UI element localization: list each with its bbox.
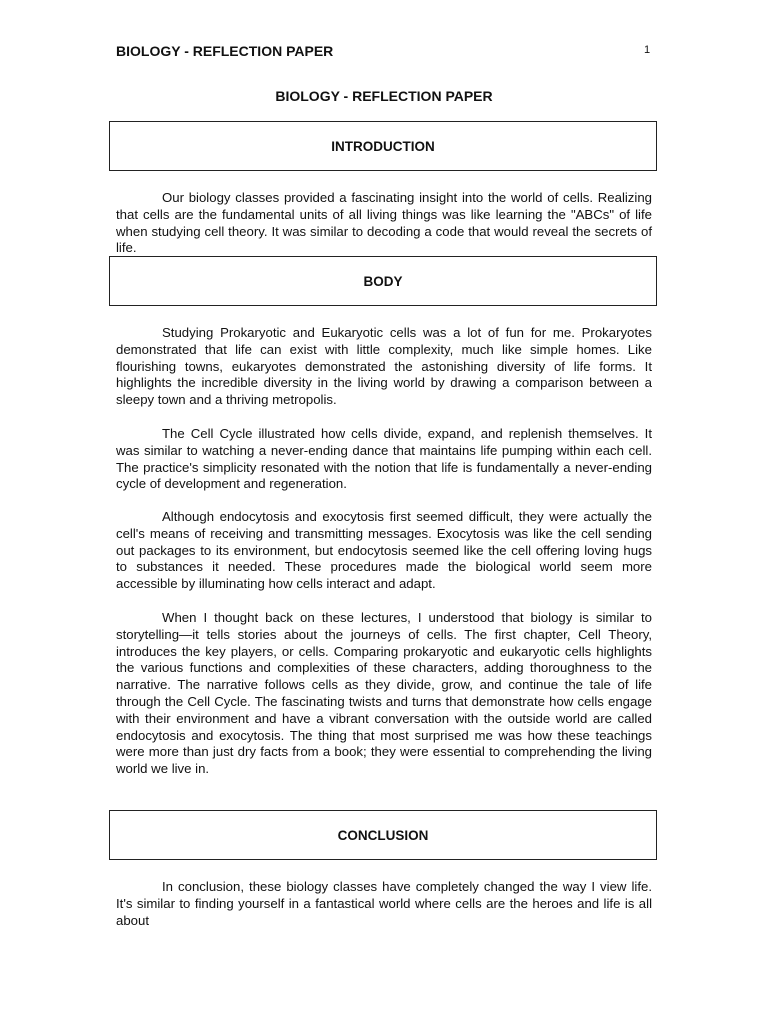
body-paragraph-1: Studying Prokaryotic and Eukaryotic cells was a lot of fun for me. Prokaryotes demonstrated that life can exist with little complexity, much like simple homes. Like flourishing towns, eukaryotes demonstrated the astonishing diversity of life forms. It highlights the incredible diversity in the living world by drawing a comparison between a sleepy town and a thriving metropolis. bbox=[116, 325, 652, 408]
introduction-paragraph: Our biology classes provided a fascinating insight into the world of cells. Realizing that cells are the fundamental units of all living things was like learning the "ABCs" of life when studying cell theory. It was similar to decoding a code that would reveal the secrets of life. bbox=[116, 190, 652, 256]
body-paragraph-2: The Cell Cycle illustrated how cells divide, expand, and replenish themselves. It was similar to watching a never-ending dance that maintains life pumping within each cell. The practice's simplicity resonated with the notion that life is fundamentally a never-ending cycle of development and regeneration. bbox=[116, 426, 652, 492]
conclusion-heading-box bbox=[109, 810, 657, 860]
conclusion-paragraph: In conclusion, these biology classes have completely changed the way I view life. It's similar to finding yourself in a fantastical world where cells are the heroes and life is all about bbox=[116, 879, 652, 928]
introduction-heading-box bbox=[109, 121, 657, 171]
page-number: 1 bbox=[644, 44, 651, 56]
body-heading-box bbox=[109, 256, 657, 306]
body-paragraph-4: When I thought back on these lectures, I understood that biology is similar to storytelling—it tells stories about the journeys of cells. The first chapter, Cell Theory, introduces the key players, or cells. Comparing prokaryotic and eukaryotic cells highlights the various functions and complexities of these characters, adding thoroughness to the narrative. The narrative follows cells as they divide, grow, and continue the tale of life through the Cell Cycle. The fascinating twists and turns that demonstrate how cells engage with their environment and have a vibrant conversation with the outside world are called endocytosis and exocytosis. The thing that most surprised me was how these teachings were more than just dry facts from a book; they were essential to comprehending the living world we live in. bbox=[116, 610, 652, 777]
introduction-heading: INTRODUCTION bbox=[331, 138, 435, 154]
body-paragraph-3: Although endocytosis and exocytosis first seemed difficult, they were actually the cell's means of receiving and transmitting messages. Exocytosis was like the cell sending out packages to its environment, but endocytosis seemed like the cell offering loving hugs to substances it needed. These procedures made the biological world seem more accessible by illuminating how cells interact and adapt. bbox=[116, 509, 652, 592]
document-title: BIOLOGY - REFLECTION PAPER bbox=[275, 88, 493, 104]
running-header: BIOLOGY - REFLECTION PAPER bbox=[116, 43, 334, 59]
conclusion-heading: CONCLUSION bbox=[337, 827, 429, 843]
body-heading: BODY bbox=[363, 273, 403, 289]
